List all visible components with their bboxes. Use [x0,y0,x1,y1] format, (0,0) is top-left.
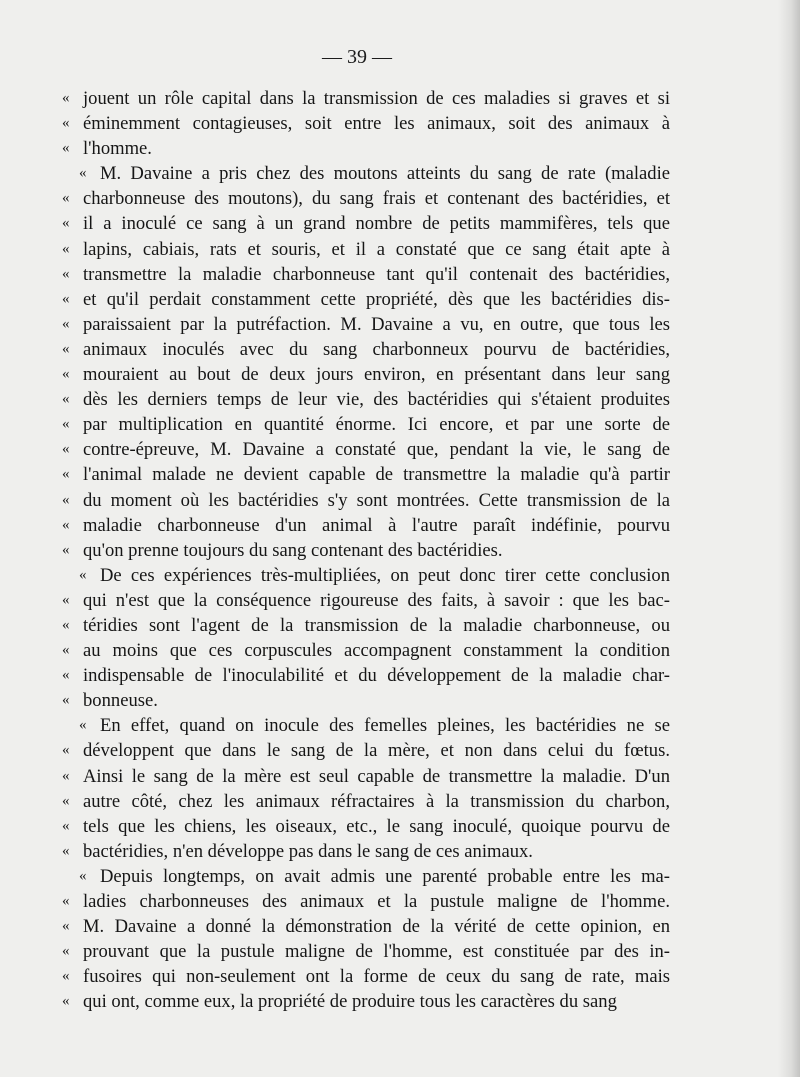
quote-mark: « [62,968,70,985]
quote-mark: « [62,290,70,307]
line-text: autre côté, chez les animaux réfractaires à la transmission du charbon, [83,790,670,812]
quote-mark: « [79,867,87,884]
line-text: maladie charbonneuse d'un animal à l'autre paraît indéfinie, pourvu [83,514,670,536]
quote-mark: « [62,315,70,332]
quote-mark: « [62,491,70,508]
line-text: lapins, cabiais, rats et souris, et il a constaté que ce sang était apte à [83,238,670,260]
text-line [62,638,670,663]
quote-mark: « [62,842,70,859]
page-number: — 39 — [322,46,392,68]
text-line [62,864,670,889]
text-line [62,839,670,864]
line-text: transmettre la maladie charbonneuse tant qu'il contenait des bactéridies, [83,263,670,285]
text-line [62,538,670,563]
quote-mark: « [62,416,70,433]
line-text: qui ont, comme eux, la propriété de produire tous les caractères du sang [83,991,617,1013]
quote-mark: « [62,441,70,458]
text-line [62,412,670,437]
quote-mark: « [62,642,70,659]
line-text: En effet, quand on inocule des femelles pleines, les bactéridies ne se [100,715,670,737]
line-text: dès les derniers temps de leur vie, des bactéridies qui s'étaient produites [83,389,670,411]
line-text: De ces expériences très-multipliées, on peut donc tirer cette conclusion [100,564,670,586]
line-text: paraissaient par la putréfaction. M. Davaine a vu, en outre, que tous les [83,313,670,335]
text-line [62,513,670,538]
line-text: Ainsi le sang de la mère est seul capable de transmettre la maladie. D'un [83,765,670,787]
quote-mark: « [62,767,70,784]
text-line [62,738,670,763]
line-text: Depuis longtemps, on avait admis une parenté probable entre les ma- [100,865,670,887]
text-line [62,462,670,487]
quote-mark: « [62,692,70,709]
text-line [62,337,670,362]
line-text: et qu'il perdait constamment cette propriété, dès que les bactéridies dis- [83,288,670,310]
quote-mark: « [62,265,70,282]
text-line [62,789,670,814]
quote-mark: « [62,115,70,132]
quote-mark: « [62,466,70,483]
line-text: l'animal malade ne devient capable de transmettre la maladie qu'à partir [83,464,670,486]
line-text: qui n'est que la conséquence rigoureuse des faits, à savoir : que les bac- [83,589,670,611]
quote-mark: « [62,541,70,558]
line-text: développent que dans le sang de la mère, et non dans celui du fœtus. [83,740,670,762]
line-text: téridies sont l'agent de la transmission de la maladie charbonneuse, ou [83,614,670,636]
text-line [62,136,670,161]
text-line [62,211,670,236]
quote-mark: « [62,817,70,834]
text-body [62,86,670,1014]
text-line [62,889,670,914]
quote-mark: « [62,591,70,608]
quote-mark: « [62,616,70,633]
quote-mark: « [62,893,70,909]
quote-mark: « [62,240,70,257]
text-line [62,387,670,412]
line-text: ladies charbonneuses des animaux et la pustule maligne de l'homme. [83,891,670,912]
line-text: jouent un rôle capital dans la transmission de ces maladies si graves et si [83,88,670,109]
page-edge-shadow [778,0,800,1077]
quote-mark: « [62,340,70,357]
line-text: charbonneuse des moutons), du sang frais et contenant des bactéridies, et [83,188,670,210]
quote-mark: « [62,215,70,232]
text-line [62,989,670,1014]
quote-mark: « [62,993,70,1010]
text-line [62,161,670,186]
quote-mark: « [62,667,70,684]
text-line [62,186,670,211]
text-line [62,764,670,789]
quote-mark: « [62,140,70,157]
line-text: qu'on prenne toujours du sang contenant des bactéridies. [83,539,503,561]
line-text: bactéridies, n'en développe pas dans le sang de ces animaux. [83,840,533,862]
quote-mark: « [62,918,70,935]
line-text: l'homme. [83,138,152,160]
line-text: tels que les chiens, les oiseaux, etc., le sang inoculé, quoique pourvu de [83,815,670,837]
quote-mark: « [62,190,70,207]
quote-mark: « [62,90,70,106]
text-line [62,287,670,312]
text-line [62,613,670,638]
quote-mark: « [79,566,87,583]
quote-mark: « [62,391,70,408]
text-line [62,86,670,111]
quote-mark: « [79,717,87,734]
quote-mark: « [62,366,70,383]
text-line [62,688,670,713]
line-text: prouvant que la pustule maligne de l'homme, est constituée par des in- [83,941,670,963]
text-line [62,939,670,964]
text-line [62,237,670,262]
text-line [62,111,670,136]
line-text: M. Davaine a donné la démonstration de la vérité de cette opinion, en [83,916,670,938]
line-text: animaux inoculés avec du sang charbonneux pourvu de bactéridies, [83,338,670,360]
line-text: il a inoculé ce sang à un grand nombre de petits mammifères, tels que [83,213,670,235]
text-line [62,312,670,337]
text-line [62,437,670,462]
text-line [62,563,670,588]
text-line [62,914,670,939]
quote-mark: « [62,792,70,809]
text-line [62,663,670,688]
line-text: mouraient au bout de deux jours environ, en présentant dans leur sang [83,364,670,386]
line-text: M. Davaine a pris chez des moutons atteints du sang de rate (maladie [100,163,670,185]
line-text: au moins que ces corpuscules accompagnent constamment la condition [83,640,670,662]
text-line [62,262,670,287]
line-text: du moment où les bactéridies s'y sont montrées. Cette transmission de la [83,489,670,511]
quote-mark: « [79,165,87,182]
quote-mark: « [62,943,70,960]
quote-mark: « [62,516,70,533]
text-line [62,588,670,613]
text-line [62,814,670,839]
line-text: contre-épreuve, M. Davaine a constaté que, pendant la vie, le sang de [83,439,670,461]
text-line [62,362,670,387]
line-text: fusoires qui non-seulement ont la forme de ceux du sang de rate, mais [83,966,670,988]
text-line [62,713,670,738]
line-text: bonneuse. [83,690,158,712]
text-line [62,964,670,989]
line-text: indispensable de l'inoculabilité et du développement de la maladie char- [83,665,670,687]
line-text: éminemment contagieuses, soit entre les animaux, soit des animaux à [83,113,670,135]
line-text: par multiplication en quantité énorme. Ici encore, et par une sorte de [83,414,670,436]
quote-mark: « [62,742,70,759]
text-line [62,488,670,513]
